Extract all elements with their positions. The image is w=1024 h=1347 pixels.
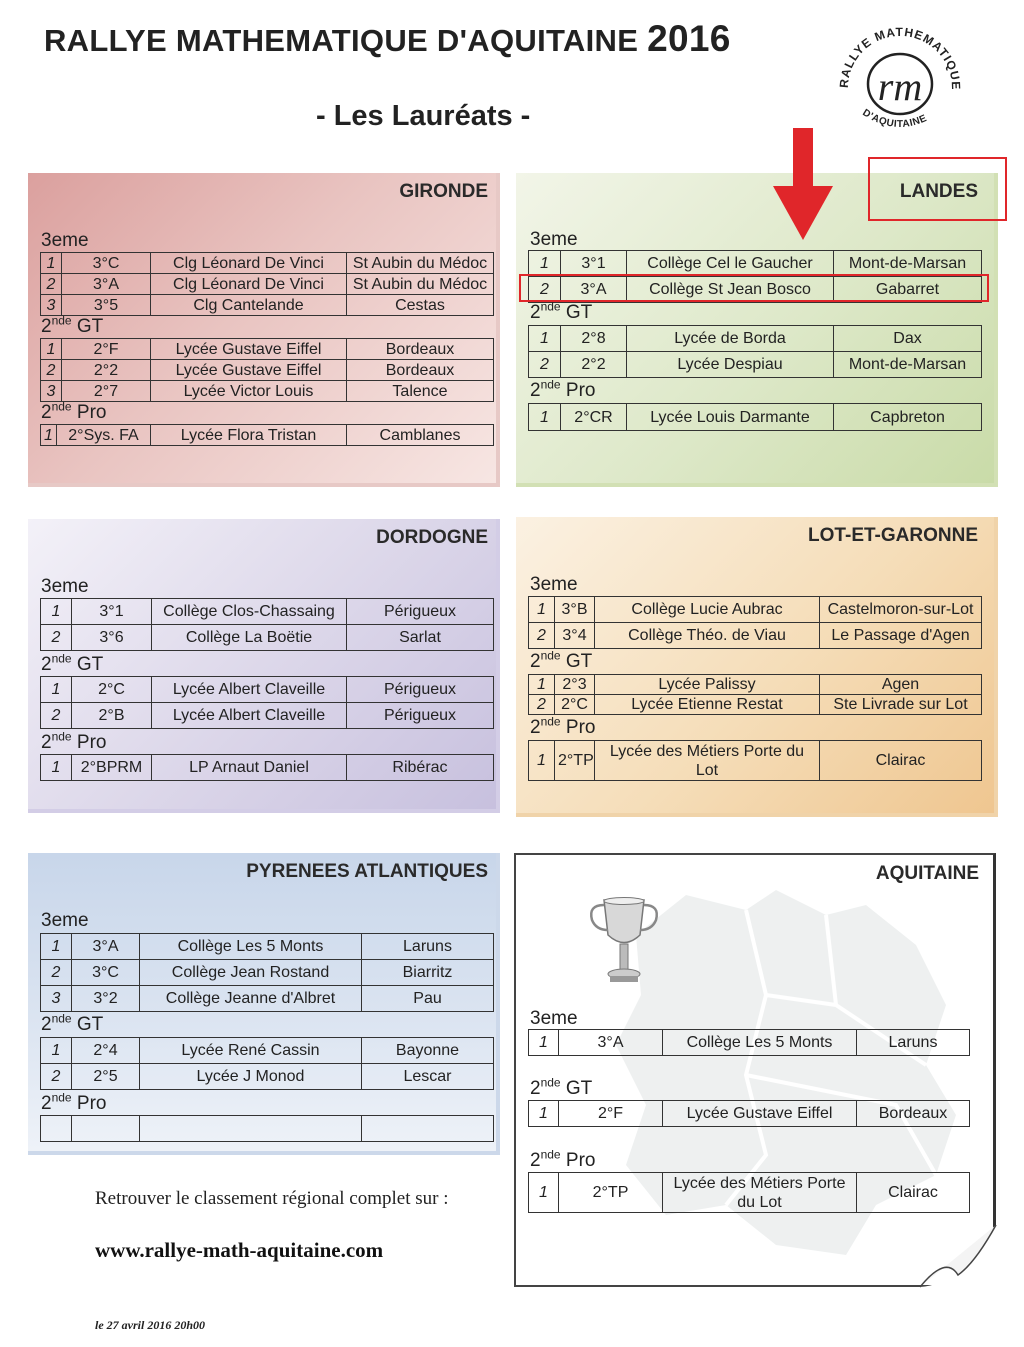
logo-mark: rm — [877, 64, 923, 109]
table-row — [529, 326, 982, 352]
panel-title: GIRONDE — [399, 181, 488, 202]
table-row — [41, 1064, 494, 1090]
table-row — [529, 251, 982, 277]
results-table-2nde-pro — [40, 1115, 494, 1142]
table-row — [41, 625, 494, 651]
footer-date: le 27 avril 2016 20h00 — [95, 1318, 205, 1332]
red-arrow-down-icon — [773, 128, 833, 240]
rank-cell: 1 — [529, 1030, 559, 1056]
class-cell: 2°F — [559, 1101, 663, 1127]
results-table-2nde-gt — [528, 325, 982, 378]
category-2nde-pro: 2nde Pro — [41, 729, 107, 753]
town-cell: Gabarret — [834, 277, 982, 303]
rank-cell: 1 — [41, 599, 72, 625]
results-table-3eme — [40, 933, 494, 1012]
town-cell: Bordeaux — [857, 1101, 970, 1127]
rank-cell: 2 — [41, 625, 72, 651]
panel-title: DORDOGNE — [376, 527, 488, 548]
town-cell: Agen — [820, 675, 982, 695]
rank-cell: 2 — [41, 960, 72, 986]
rank-cell: 1 — [41, 934, 72, 960]
category-2nde-gt: 2nde GT — [41, 1011, 104, 1035]
class-cell: 2°7 — [62, 381, 151, 402]
rank-cell: 3 — [41, 381, 62, 402]
category-2nde-pro: 2nde Pro — [41, 399, 107, 423]
school-cell: Collège Cel le Gaucher — [627, 251, 834, 277]
school-cell: Lycée Gustave Eiffel — [151, 339, 347, 360]
school-cell: Lycée Flora Tristan — [151, 425, 347, 446]
class-cell: 3°6 — [72, 625, 152, 651]
page-title — [44, 18, 731, 60]
school-cell: Collège Les 5 Monts — [140, 934, 362, 960]
town-cell: Capbreton — [834, 404, 982, 431]
results-table-2nde-gt — [528, 1100, 970, 1127]
table-row — [529, 695, 982, 715]
town-cell: Ribérac — [347, 755, 494, 781]
school-cell: Collège Jean Rostand — [140, 960, 362, 986]
category-3eme: 3eme — [530, 574, 578, 595]
school-cell — [140, 1116, 362, 1142]
class-cell: 3°A — [561, 277, 627, 303]
logo-bottom-text: D'AQUITAINE — [860, 107, 929, 131]
class-cell: 2°5 — [72, 1064, 140, 1090]
category-2nde-pro: 2nde Pro — [41, 1090, 107, 1114]
class-cell: 2°CR — [561, 404, 627, 431]
category-3eme: 3eme — [41, 910, 89, 931]
school-cell: Lycée René Cassin — [140, 1038, 362, 1064]
class-cell: 3°C — [72, 960, 140, 986]
trophy-icon — [584, 890, 664, 990]
rank-cell: 1 — [41, 339, 62, 360]
rank-cell: 3 — [41, 295, 62, 316]
school-cell: Collège La Boëtie — [152, 625, 347, 651]
town-cell: St Aubin du Médoc — [347, 274, 494, 295]
panel-title: AQUITAINE — [875, 863, 979, 884]
school-cell: Clg Léonard De Vinci — [151, 253, 347, 274]
table-row — [41, 381, 494, 402]
table-row — [529, 352, 982, 378]
class-cell: 3°5 — [62, 295, 151, 316]
class-cell: 2°B — [72, 703, 152, 729]
school-cell: Lycée des Métiers Porte du Lot — [663, 1173, 857, 1213]
class-cell: 3°B — [555, 597, 595, 623]
town-cell: Mont-de-Marsan — [834, 352, 982, 378]
table-row — [41, 1116, 494, 1142]
class-cell: 3°A — [72, 934, 140, 960]
rank-cell: 3 — [41, 986, 72, 1012]
class-cell: 2°BPRM — [72, 755, 152, 781]
school-cell: Lycée de Borda — [627, 326, 834, 352]
class-cell: 3°1 — [72, 599, 152, 625]
school-cell: Lycée Etienne Restat — [595, 695, 820, 715]
town-cell: Le Passage d'Agen — [820, 623, 982, 649]
school-cell: Lycée Gustave Eiffel — [663, 1101, 857, 1127]
school-cell: Clg Cantelande — [151, 295, 347, 316]
class-cell — [72, 1116, 140, 1142]
category-2nde-pro: 2nde Pro — [530, 1147, 596, 1171]
table-row — [41, 360, 494, 381]
town-cell: Périgueux — [347, 703, 494, 729]
rank-cell: 2 — [41, 360, 62, 381]
table-row — [41, 599, 494, 625]
school-cell: Clg Léonard De Vinci — [151, 274, 347, 295]
results-table-2nde-pro — [528, 1172, 970, 1213]
town-cell: Cestas — [347, 295, 494, 316]
category-2nde-pro: 2nde Pro — [530, 377, 596, 401]
class-cell: 2°TP — [559, 1173, 663, 1213]
rank-cell: 2 — [529, 277, 561, 303]
class-cell: 2°C — [555, 695, 595, 715]
rank-cell: 1 — [529, 1101, 559, 1127]
table-row — [529, 623, 982, 649]
rank-cell: 1 — [41, 1038, 72, 1064]
class-cell: 2°F — [62, 339, 151, 360]
class-cell: 3°C — [62, 253, 151, 274]
school-cell: Lycée J Monod — [140, 1064, 362, 1090]
logo-top-text: RALLYE MATHEMATIQUE — [836, 24, 964, 91]
table-row — [41, 425, 494, 446]
results-table-2nde-pro — [40, 754, 494, 781]
rank-cell: 1 — [529, 1173, 559, 1213]
table-row — [41, 934, 494, 960]
category-2nde-gt: 2nde GT — [41, 651, 104, 675]
category-3eme: 3eme — [530, 229, 578, 250]
rank-cell: 1 — [529, 675, 555, 695]
town-cell: Mont-de-Marsan — [834, 251, 982, 277]
results-table-3eme — [40, 598, 494, 651]
results-table-2nde-pro — [528, 403, 982, 431]
town-cell: Sarlat — [347, 625, 494, 651]
table-row — [41, 339, 494, 360]
category-3eme: 3eme — [530, 1008, 578, 1029]
school-cell: Lycée des Métiers Porte du Lot — [595, 741, 820, 781]
category-2nde-pro: 2nde Pro — [530, 714, 596, 738]
rank-cell: 2 — [529, 623, 555, 649]
class-cell: 3°2 — [72, 986, 140, 1012]
table-row — [529, 1173, 970, 1213]
panel-lot-et-garonne — [516, 517, 998, 817]
results-table-2nde-pro — [40, 424, 494, 446]
town-cell: Lescar — [362, 1064, 494, 1090]
school-cell: Collège Les 5 Monts — [663, 1030, 857, 1056]
rank-cell: 2 — [529, 352, 561, 378]
category-2nde-gt: 2nde GT — [41, 313, 104, 337]
table-row — [529, 741, 982, 781]
results-table-2nde-pro — [528, 740, 982, 781]
class-cell: 3°1 — [561, 251, 627, 277]
footer-instruction: Retrouver le classement régional complet sur : — [95, 1188, 449, 1209]
town-cell: Pau — [362, 986, 494, 1012]
school-cell: Collège Jeanne d'Albret — [140, 986, 362, 1012]
table-row — [529, 597, 982, 623]
table-row — [529, 1030, 970, 1056]
title-text: RALLYE MATHEMATIQUE D'AQUITAINE — [44, 23, 639, 58]
town-cell: Périgueux — [347, 677, 494, 703]
town-cell: Bordeaux — [347, 339, 494, 360]
table-row — [41, 295, 494, 316]
class-cell: 2°C — [72, 677, 152, 703]
class-cell: 3°A — [559, 1030, 663, 1056]
town-cell: Bordeaux — [347, 360, 494, 381]
town-cell: Bayonne — [362, 1038, 494, 1064]
title-year: 2016 — [647, 18, 731, 59]
class-cell: 2°2 — [561, 352, 627, 378]
category-2nde-gt: 2nde GT — [530, 648, 593, 672]
town-cell: Clairac — [820, 741, 982, 781]
rallye-logo — [830, 10, 970, 140]
town-cell: Castelmoron-sur-Lot — [820, 597, 982, 623]
town-cell: Talence — [347, 381, 494, 402]
results-table-2nde-gt — [528, 674, 982, 715]
category-2nde-gt: 2nde GT — [530, 299, 593, 323]
panel-title: PYRENEES ATLANTIQUES — [246, 861, 488, 882]
rank-cell: 1 — [529, 326, 561, 352]
rank-cell: 1 — [529, 404, 561, 431]
table-row — [41, 960, 494, 986]
table-row — [41, 274, 494, 295]
results-table-3eme — [528, 1029, 970, 1056]
class-cell: 3°4 — [555, 623, 595, 649]
school-cell: Lycée Albert Claveille — [152, 677, 347, 703]
rank-cell: 1 — [41, 253, 62, 274]
town-cell: Dax — [834, 326, 982, 352]
rank-cell — [41, 1116, 72, 1142]
table-row — [529, 675, 982, 695]
category-3eme: 3eme — [41, 576, 89, 597]
table-row — [41, 253, 494, 274]
rank-cell: 2 — [529, 695, 555, 715]
landes-row-highlight — [519, 274, 989, 302]
school-cell: Collège Théo. de Viau — [595, 623, 820, 649]
page-subtitle: - Les Lauréats - — [316, 100, 531, 132]
rank-cell: 1 — [529, 597, 555, 623]
town-cell — [362, 1116, 494, 1142]
class-cell: 2°8 — [561, 326, 627, 352]
school-cell: Lycée Despiau — [627, 352, 834, 378]
school-cell: LP Arnaut Daniel — [152, 755, 347, 781]
school-cell: Collège Clos-Chassaing — [152, 599, 347, 625]
town-cell: Laruns — [362, 934, 494, 960]
town-cell: Clairac — [857, 1173, 970, 1213]
town-cell: Camblanes — [347, 425, 494, 446]
category-2nde-gt: 2nde GT — [530, 1075, 593, 1099]
town-cell: St Aubin du Médoc — [347, 253, 494, 274]
class-cell: 2°2 — [62, 360, 151, 381]
class-cell: 2°TP — [555, 741, 595, 781]
svg-text:D'AQUITAINE — [860, 107, 928, 130]
table-row — [41, 986, 494, 1012]
rank-cell: 2 — [41, 274, 62, 295]
table-row — [529, 1101, 970, 1127]
class-cell: 2°3 — [555, 675, 595, 695]
table-row — [529, 404, 982, 431]
rank-cell: 1 — [41, 425, 57, 446]
rank-cell: 2 — [41, 703, 72, 729]
table-row — [41, 677, 494, 703]
results-table-3eme — [40, 252, 494, 316]
class-cell: 2°4 — [72, 1038, 140, 1064]
town-cell: Biarritz — [362, 960, 494, 986]
class-cell: 2°Sys. FA — [57, 425, 151, 446]
results-table-2nde-gt — [40, 338, 494, 402]
table-row — [41, 755, 494, 781]
panel-title: LANDES — [899, 181, 978, 202]
results-table-3eme — [528, 596, 982, 649]
school-cell: Lycée Albert Claveille — [152, 703, 347, 729]
rank-cell: 1 — [529, 251, 561, 277]
school-cell: Collège St Jean Bosco — [627, 277, 834, 303]
school-cell: Lycée Victor Louis — [151, 381, 347, 402]
results-table-2nde-gt — [40, 676, 494, 729]
school-cell: Lycée Gustave Eiffel — [151, 360, 347, 381]
town-cell: Périgueux — [347, 599, 494, 625]
school-cell: Collège Lucie Aubrac — [595, 597, 820, 623]
panel-title: LOT-ET-GARONNE — [808, 525, 978, 546]
school-cell: Lycée Palissy — [595, 675, 820, 695]
town-cell: Laruns — [857, 1030, 970, 1056]
footer-website-link[interactable]: www.rallye-math-aquitaine.com — [95, 1238, 384, 1262]
results-table-2nde-gt — [40, 1037, 494, 1090]
rank-cell: 1 — [41, 677, 72, 703]
rank-cell: 2 — [41, 1064, 72, 1090]
table-row — [41, 1038, 494, 1064]
rank-cell: 1 — [529, 741, 555, 781]
panel-dordogne — [28, 519, 500, 813]
page-curl-decoration — [920, 1225, 998, 1289]
panel-pyrenees-atlantiques — [28, 853, 500, 1155]
category-3eme: 3eme — [41, 230, 89, 251]
school-cell: Lycée Louis Darmante — [627, 404, 834, 431]
panel-gironde — [28, 173, 500, 487]
table-row — [41, 703, 494, 729]
landes-title-highlight — [868, 157, 1007, 221]
class-cell: 3°A — [62, 274, 151, 295]
town-cell: Ste Livrade sur Lot — [820, 695, 982, 715]
rank-cell: 1 — [41, 755, 72, 781]
